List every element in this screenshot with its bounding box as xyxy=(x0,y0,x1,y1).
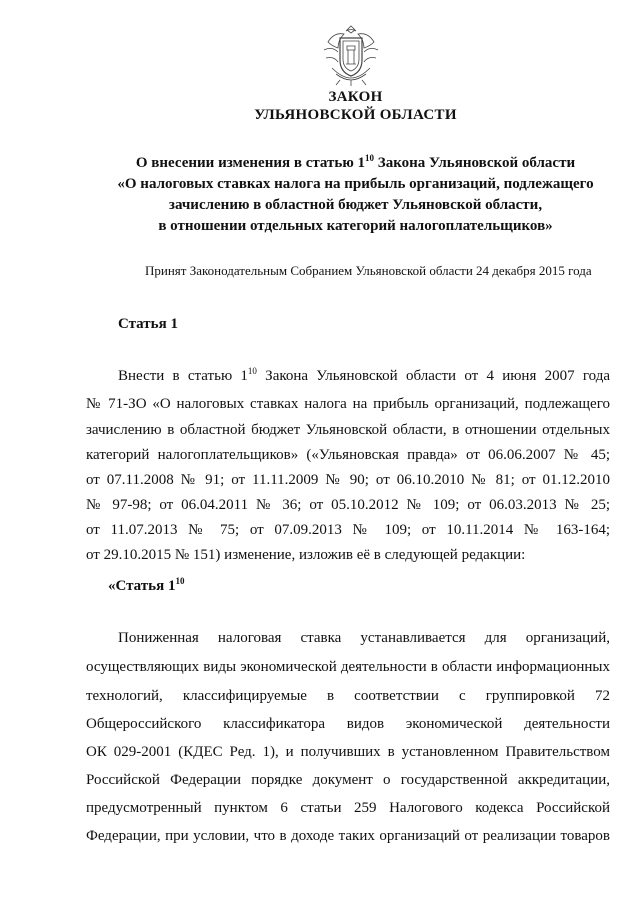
heading-line: «О налоговых ставках налога на прибыль организаций, подлежащего xyxy=(117,176,594,192)
law-title xyxy=(0,88,640,124)
paragraph-line: ОК 029-2001 (КДЕС Ред. 1), и получивших в установленном Правительством xyxy=(86,744,610,760)
body-line: от 07.11.2008 № 91; от 11.11.2009 № 90; от 06.10.2010 № 81; от 01.12.2010 xyxy=(86,472,610,488)
quoted-title-text: «Статья 1 xyxy=(108,578,176,594)
adoption-note: Принят Законодательным Собранием Ульяновской области 24 декабря 2015 года xyxy=(145,263,592,278)
body-text: Закона Ульяновской области от 4 июня 2007 года xyxy=(256,368,610,384)
heading-text: Закона Ульяновской области xyxy=(374,155,576,171)
heading-text: О внесении изменения в статью 1 xyxy=(135,155,366,171)
superscript: 10 xyxy=(365,153,375,163)
paragraph-line: Российской Федерации порядке документ о государственной аккредитации, xyxy=(86,772,610,788)
coat-of-arms-emblem xyxy=(318,22,384,88)
body-line: категорий налогоплательщиков» («Ульяновская правда» от 06.06.2007 № 45; xyxy=(86,447,610,463)
paragraph-line: предусмотренный пунктом 6 статьи 259 Налогового кодекса Российской xyxy=(86,800,610,816)
article-title: Статья 1 xyxy=(118,316,178,332)
superscript: 10 xyxy=(247,366,257,376)
paragraph-line: технологий, классифицируемые в соответствии с группировкой 72 xyxy=(86,688,610,704)
law-title-line: УЛЬЯНОВСКОЙ ОБЛАСТИ xyxy=(254,107,457,123)
body-line: от 11.07.2013 № 75; от 07.09.2013 № 109; от 10.11.2014 № 163-164; xyxy=(86,522,610,538)
paragraph-line: осуществляющих виды экономической деятельности в области информационных xyxy=(86,659,610,675)
body-line: зачислению в областной бюджет Ульяновской области, в отношении отдельных xyxy=(86,422,610,438)
body-text: Внести в статью 1 xyxy=(118,368,248,384)
heading-line: в отношении отдельных категорий налогоплательщиков» xyxy=(158,218,553,234)
body-line: № 71-ЗО «О налоговых ставках налога на прибыль организаций, подлежащего xyxy=(86,396,610,412)
quoted-article-title xyxy=(108,578,184,595)
superscript: 10 xyxy=(175,576,185,586)
paragraph-line: Пониженная налоговая ставка устанавливается для организаций, xyxy=(118,630,610,646)
body-line: от 29.10.2015 № 151) изменение, изложив её в следующей редакции: xyxy=(86,547,526,563)
body-line: № 97-98; от 06.04.2011 № 36; от 05.10.2012 № 109; от 06.03.2013 № 25; xyxy=(86,497,610,513)
law-title-line: ЗАКОН xyxy=(328,89,383,105)
body-line xyxy=(118,368,610,385)
heading-line: зачислению в областной бюджет Ульяновской области, xyxy=(168,197,543,213)
paragraph-line: Федерации, при условии, что в доходе таких организаций от реализации товаров xyxy=(86,828,610,844)
paragraph-line: Общероссийского классификатора видов экономической деятельности xyxy=(86,716,610,732)
heading-line xyxy=(0,155,640,172)
